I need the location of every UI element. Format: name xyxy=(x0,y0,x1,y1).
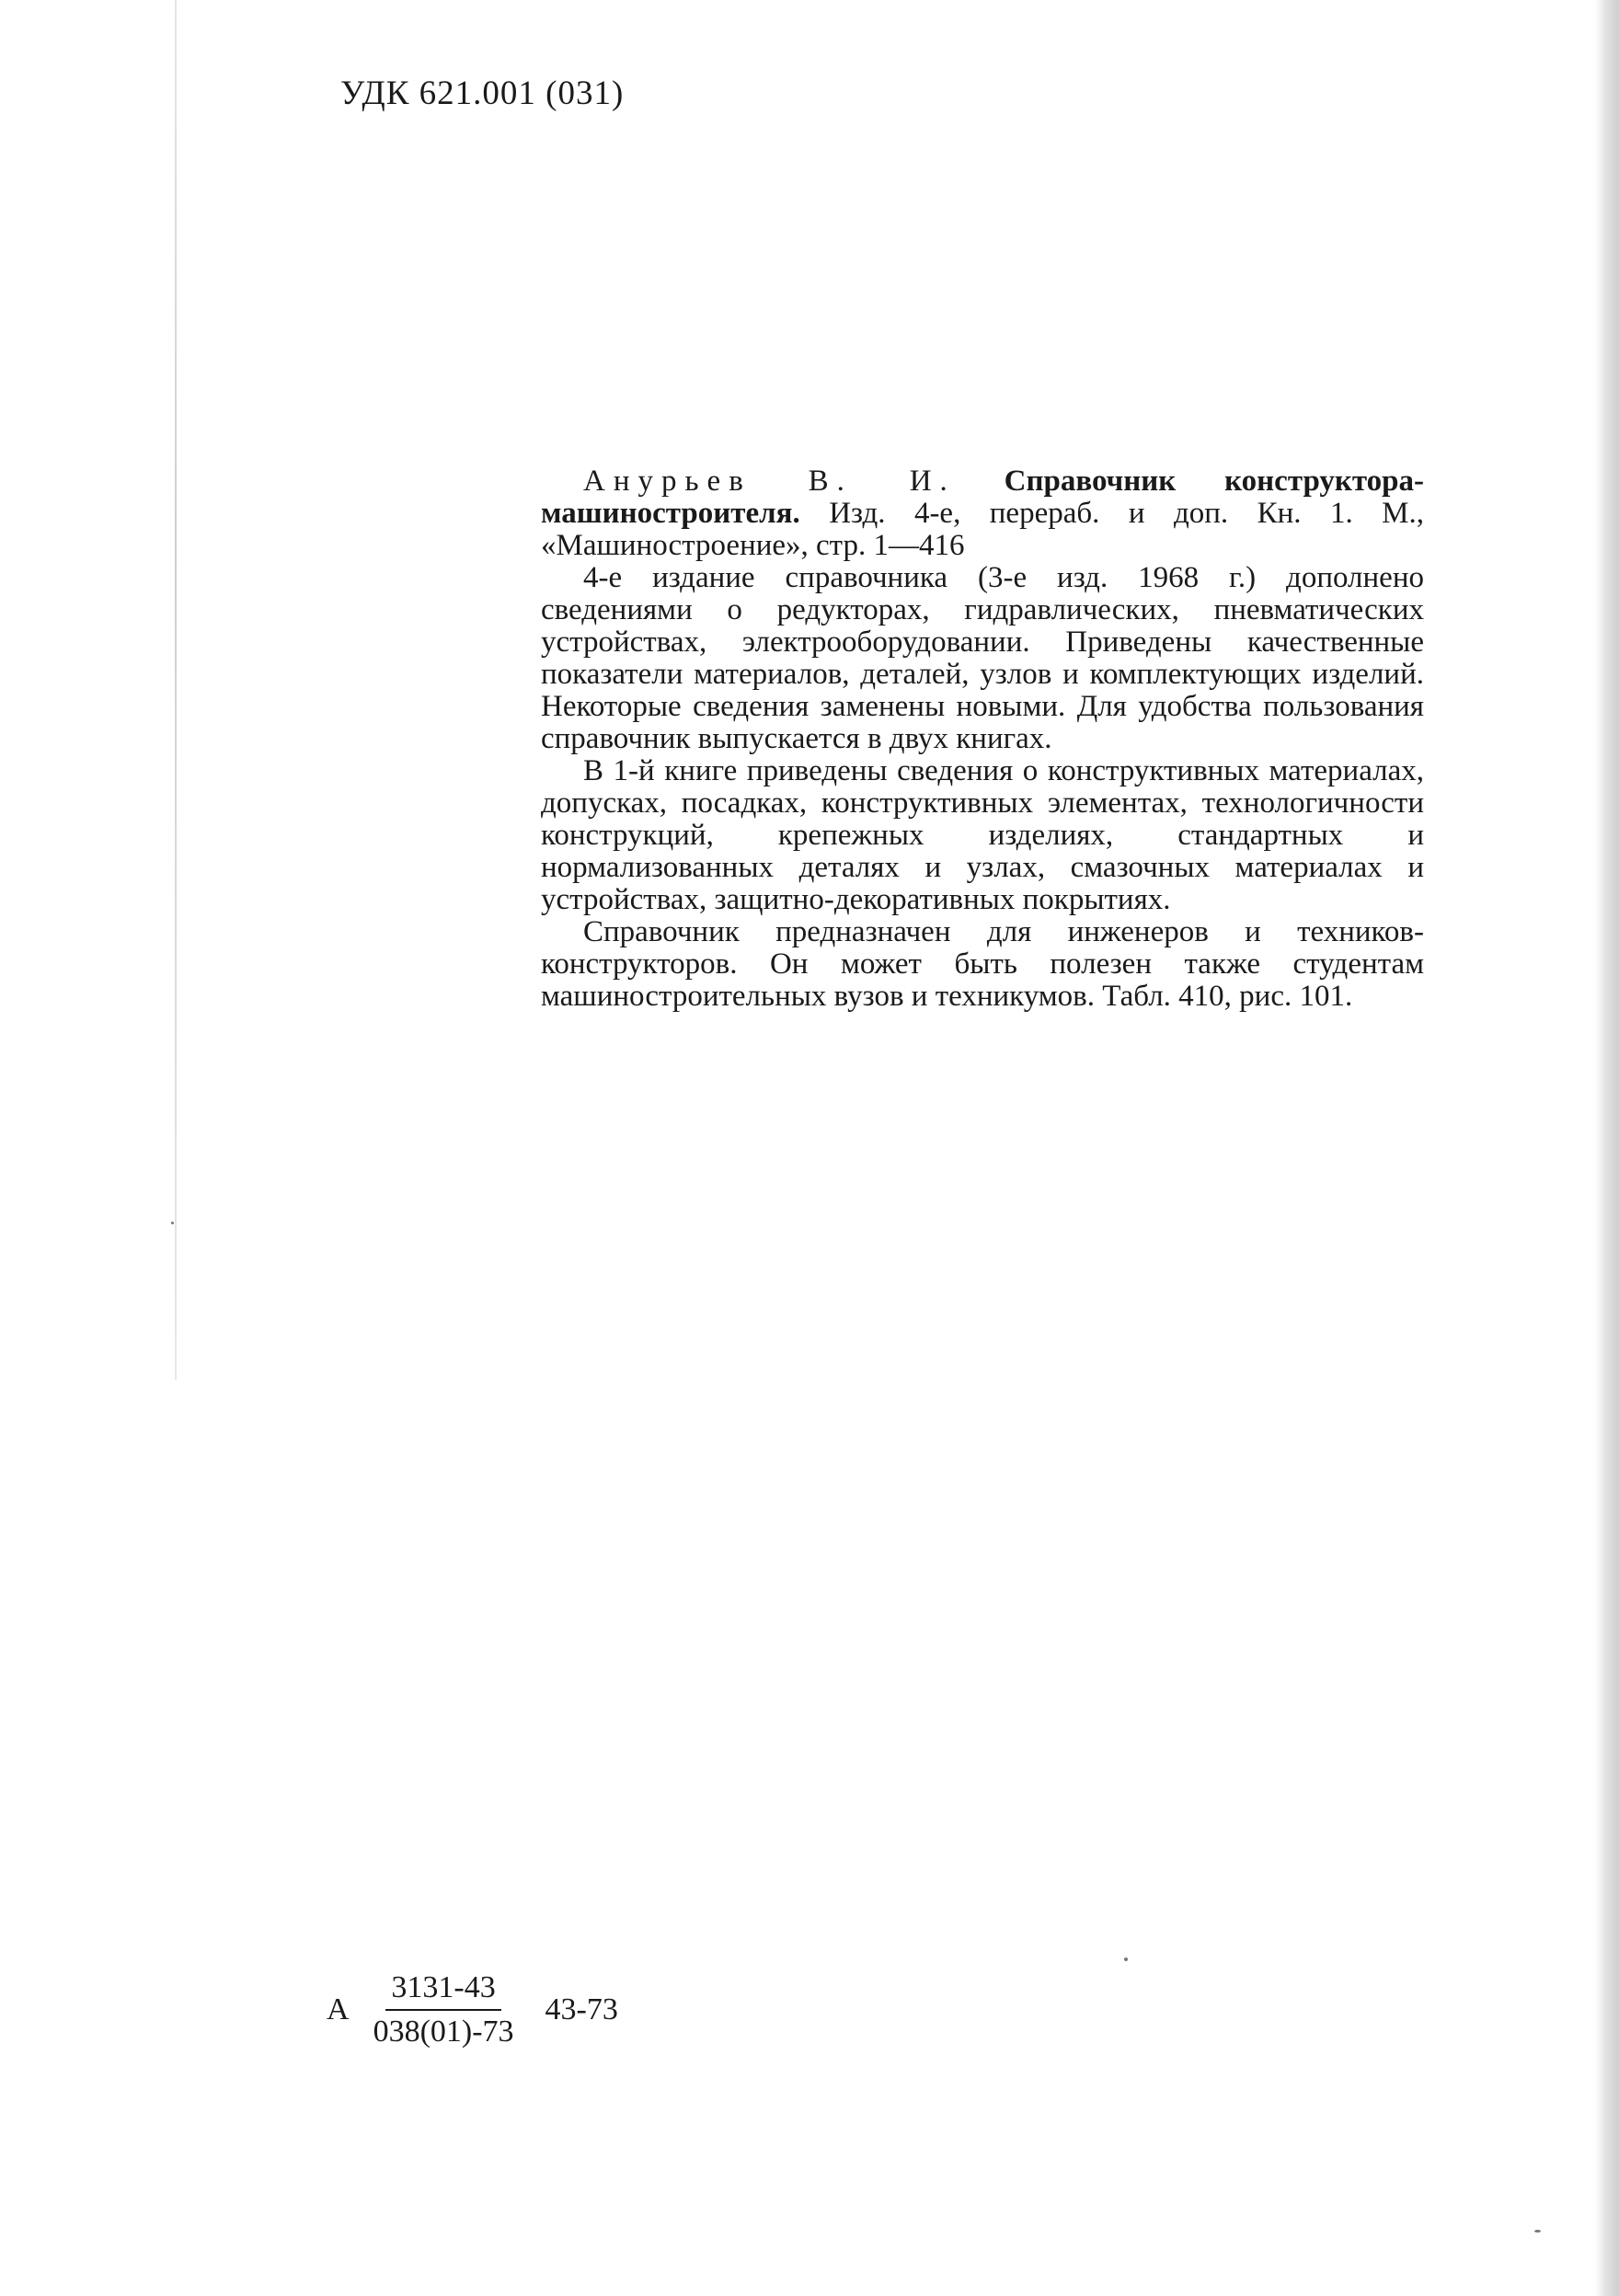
imprint-details: Изд. 4-е, перераб. и доп. Кн. 1. М., «Машиностроение», стр. 1—416 xyxy=(541,497,1424,562)
page-spine-shadow xyxy=(175,0,177,1380)
scan-speck xyxy=(1534,2230,1541,2233)
publication-code-numerator: 3131-43 xyxy=(385,1970,500,2011)
bibliographic-abstract xyxy=(541,465,1424,1013)
abstract-paragraph: Справочник предназначен для инженеров и техников-конструкторов. Он может быть полезен также студентам машиностроительных вузов и техникумов. Табл. 410, рис. 101. xyxy=(541,915,1424,1013)
abstract-paragraph: 4-е издание справочника (3-е изд. 1968 г.) дополнено сведениями о редукторах, гидравлических, пневматических устройствах, электрооборудовании. Приведены качественные показатели материалов, деталей, узлов и комплектующих изделий. Некоторые сведения заменены новыми. Для удобства пользования справочник выпускается в двух книгах. xyxy=(541,561,1424,755)
scan-speck xyxy=(171,1222,174,1224)
bibliographic-reference xyxy=(541,465,1424,562)
publication-code-letter: А xyxy=(327,1992,350,2026)
publication-code-denominator: 038(01)-73 xyxy=(373,2015,514,2049)
udk-classification: УДК 621.001 (031) xyxy=(340,75,625,112)
book-title: Справочник конструктора-машиностроителя. xyxy=(541,465,1424,530)
publication-code-fraction xyxy=(368,1970,520,2049)
publication-code xyxy=(327,1970,618,2049)
publication-code-year: 43-73 xyxy=(545,1992,618,2026)
author-name: Анурьев В. И. xyxy=(583,465,956,498)
scan-speck xyxy=(1124,1957,1128,1961)
abstract-paragraph: В 1-й книге приведены сведения о конструктивных материалах, допусках, посадках, конструктивных элементах, технологичности конструкций, крепежных изделиях, стандартных и нормализованных деталях и узлах, смазочных материалах и устройствах, защитно-декоративных покрытиях. xyxy=(541,754,1424,916)
page-edge-shadow xyxy=(1595,0,1619,2296)
